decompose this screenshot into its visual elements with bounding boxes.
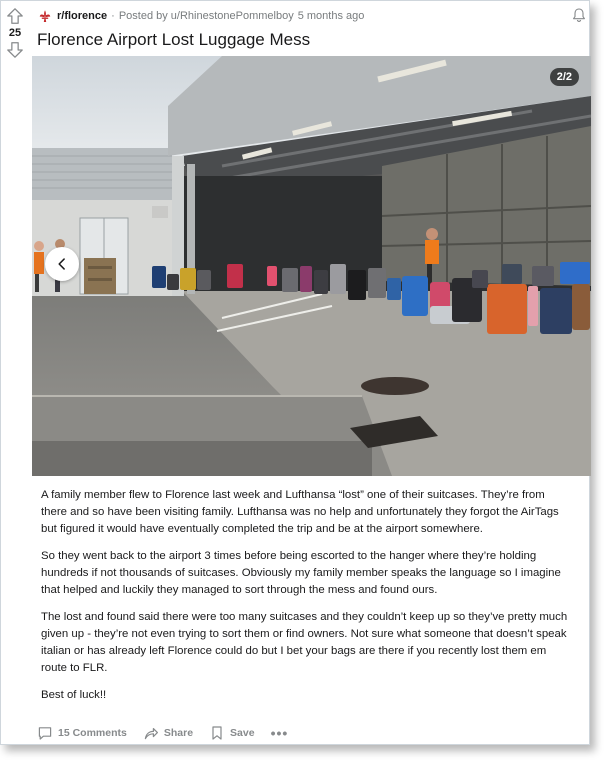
post-actions [37, 723, 288, 743]
gallery-image[interactable] [32, 56, 591, 476]
posted-by-link[interactable]: Posted by u/RhinestonePommelboy [118, 10, 294, 22]
chevron-left-icon [55, 257, 69, 271]
save-button[interactable] [209, 725, 255, 741]
hangar-luggage-photo [32, 56, 591, 476]
share-label: Share [163, 727, 194, 739]
comments-button[interactable] [37, 725, 127, 741]
body-paragraph: The lost and found said there were too many suitcases and they couldn’t keep up so they’ve pretty much given up - they’re not even trying to sort them or find owners. Not sure what someone that doesn’t speak italian or has already left Florence could do but I bet your bags are there if you recently lost them em route to FLR. [41, 611, 568, 674]
post-age[interactable]: 5 months ago [297, 10, 365, 22]
downvote-arrow-icon[interactable] [6, 41, 24, 59]
gallery-prev-button[interactable] [45, 247, 79, 281]
more-options-button[interactable]: ••• [270, 725, 289, 741]
body-paragraph: Best of luck!! [41, 689, 107, 701]
florence-lily-icon[interactable] [37, 8, 53, 24]
upvote-arrow-icon[interactable] [6, 7, 24, 25]
subreddit-link[interactable]: r/florence [57, 10, 108, 22]
share-button[interactable] [143, 725, 193, 741]
meta-separator: · [111, 10, 115, 22]
share-arrow-icon [143, 725, 159, 741]
comment-bubble-icon [37, 725, 53, 741]
post-meta [37, 8, 364, 24]
vote-column [3, 7, 27, 59]
vote-score: 25 [8, 27, 22, 39]
body-paragraph: So they went back to the airport 3 times before being escorted to the hanger where they’re holding hundreds if not thousands of suitcases. Obviously my family member speaks the language so I imagine that helped and luckily they managed to sort through the mess and found ours. [41, 550, 561, 596]
bell-icon[interactable] [571, 7, 587, 23]
body-paragraph: A family member flew to Florence last week and Lufthansa “lost” one of their suitcases. They’re from there and so have been visiting family. Lufthansa was no help and unfortunately they forgot the AirTags but figured it would have eventually completed the trip and be at the airport somewhere. [41, 489, 559, 535]
comments-label: 15 Comments [58, 727, 127, 739]
gallery-counter: 2/2 [550, 68, 579, 86]
bookmark-icon [209, 725, 225, 741]
save-label: Save [230, 727, 255, 739]
post-body [41, 487, 571, 714]
post-title[interactable]: Florence Airport Lost Luggage Mess [37, 30, 311, 49]
